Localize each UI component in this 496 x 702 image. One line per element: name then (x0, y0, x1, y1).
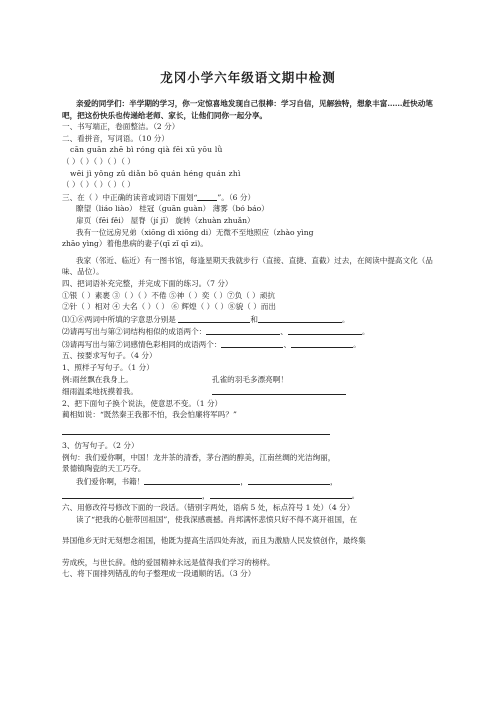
revision-paragraph-line-3: 劳成疾，与世长辞。他的爱国精神永远是值得我们学习的榜样。 (62, 557, 275, 567)
answer-blank[interactable] (221, 338, 283, 348)
answer-blank[interactable] (210, 489, 352, 499)
answer-blank[interactable] (288, 325, 362, 335)
section-3 (62, 191, 444, 204)
intro-paragraph: 亲爱的同学们：半学期的学习，你一定惊喜地发现自己很棒：学习自信，见解独特，想象丰富……赶快动笔吧，把这份快乐也传递给老师、家长，让他们同你一起分享。 (62, 99, 433, 120)
imitation-start: 我们爱你啊，书籍！ ， ， (76, 476, 338, 486)
idiom-question-1: ⑴①⑥两词中所填的字意思分别是 和 。 (62, 314, 350, 324)
answer-parens-row-2: （ ）（ ）（ ）（ ）（ ） (62, 180, 135, 190)
idiom-row-1: ①银（ ）素裹 ③（ ）（ ）不倦 ⑤神（ ）奕（ ）⑦负（ ）顽抗 (62, 290, 275, 300)
sentence-task-2: 2、把下面句子换个说法，使意思不变。（1 分） (62, 398, 223, 408)
imitation-example-2: 景德镇陶瓷的天工巧夺。 (62, 464, 146, 474)
idiom-question-2: ⑵请再写出与第②词结构相似的成语两个： 、 。 (62, 327, 370, 337)
example-sentence: 例:雨丝飘在我身上。 (62, 374, 133, 384)
revision-paragraph-line-2: 异国他乡无时无刻想念祖国，他既为提高生活四处奔波，而且为激励人民发愤创作，最终集 (62, 536, 366, 546)
reading-line-1: 瞭望（liáo liào） 桂冠（guān guàn） 薄雾（bó báo） (76, 204, 269, 214)
section-6: 六、用修改符号修改下面的一段话。（错别字两处，语病 5 处，标点符号 1 处）（4 分） (62, 503, 355, 512)
idiom-question-3-text: ⑶请再写出与第⑦词感情色彩相同的成语两个： (62, 339, 222, 349)
revision-paragraph-line-1: 读了“把我的心脏带回祖国”，使我深感震撼。肖邦满怀悲愤只好不得不离开祖国，在 (76, 514, 358, 524)
idiom-question-3: ⑶请再写出与第⑦词感情色彩相同的成语两个： 、 。 (62, 339, 361, 349)
answer-blank[interactable] (248, 475, 330, 485)
imitation-start-text: 我们爱你啊，书籍！ (76, 476, 145, 486)
section-7: 七、将下面排列错乱的句子整理成一段通顺的话。（3 分） (62, 569, 256, 579)
idiom-question-1-and: 和 (250, 314, 258, 324)
word-choice-paragraph: 我家（邻近、临近）有一图书馆，每逢星期天我就步行（直接、直捷、直截）过去，在阅读中提高文化（品味、品位）。 (62, 255, 433, 277)
reading-line-2: 扉页（fēi fěi） 屋脊（jí jǐ） 旋转（zhuàn zhuǎn） (76, 215, 255, 225)
sentence-example-row (62, 374, 444, 386)
sentence-task-2-question: 蔺相如说：“既然秦王我都不怕，我会怕廉将军吗？” (62, 410, 237, 420)
idiom-row-2: ②针（ ）相对 ④ 大名（ ）（ ） ⑥ 辉煌（ ）（ ）⑧貌（ ）而出 (62, 302, 276, 312)
section-3-points: ”。（6 分） (217, 192, 256, 202)
pinyin-row-2: wēi jì yǒng zǔ diǎn bō quán héng quán zhì (70, 168, 241, 178)
imitation-example-1: 例句：我们爱你啊，中国！龙井茶的清香，茅台酒的醇美，江南丝绸的光洁绚丽， (62, 452, 336, 462)
answer-blank[interactable] (206, 325, 280, 335)
section-2: 二、看拼音，写词语。（10 分） (62, 133, 169, 143)
answer-blank[interactable] (178, 313, 250, 323)
answer-blank[interactable] (144, 475, 240, 485)
page-title: 龙冈小学六年级语文期中检测 (160, 70, 336, 85)
imitation-continue: ， 。 (62, 489, 444, 502)
sentence-task-1: 1、照样子写句子。（1 分） (62, 363, 154, 373)
reading-line-4: zhāo yìng）着他患病的妻子(qī zǐ qī zi)。 (62, 239, 208, 249)
section-3-label: 三、在（ ）中正确的读音或词语下面划“ (62, 192, 198, 202)
answer-line[interactable] (62, 426, 330, 435)
section-4: 四、把词语补充完整，并完成下面的练习。（7 分） (62, 278, 233, 288)
answer-blank[interactable] (62, 489, 202, 499)
practice-sentence: 孔雀的羽毛多漂亮啊！ (212, 374, 288, 384)
idiom-question-1-text: ⑴①⑥两词中所填的字意思分别是 (62, 314, 176, 324)
answer-blank[interactable] (212, 385, 346, 395)
answer-blank[interactable] (258, 313, 342, 323)
section-5: 五、按要求写句子。（4 分） (62, 351, 157, 361)
sentence-example-row-2 (62, 385, 444, 398)
answer-blank[interactable] (291, 338, 353, 348)
sentence-task-3: 3、仿写句子。（2 分） (62, 441, 139, 451)
exam-content (62, 98, 444, 580)
pinyin-row-1: cān guān zhē bì róng qià fēi xū yōu lǜ (70, 145, 223, 155)
reading-line-3: 我有一位远房兄弟（xiōng dì xiōng di）无微不至地照应（zhào yìng (76, 227, 314, 237)
example-rewrite: 细雨温柔地抚摸着我。 (62, 387, 138, 397)
section-1: 一、书写端正，卷面整洁。（2 分） (62, 122, 180, 132)
answer-parens-row-1: （ ）（ ）（ ）（ ）（ ） (62, 156, 135, 166)
idiom-question-2-text: ⑵请再写出与第②词结构相似的成语两个： (62, 327, 207, 337)
underline-sample (197, 191, 217, 201)
